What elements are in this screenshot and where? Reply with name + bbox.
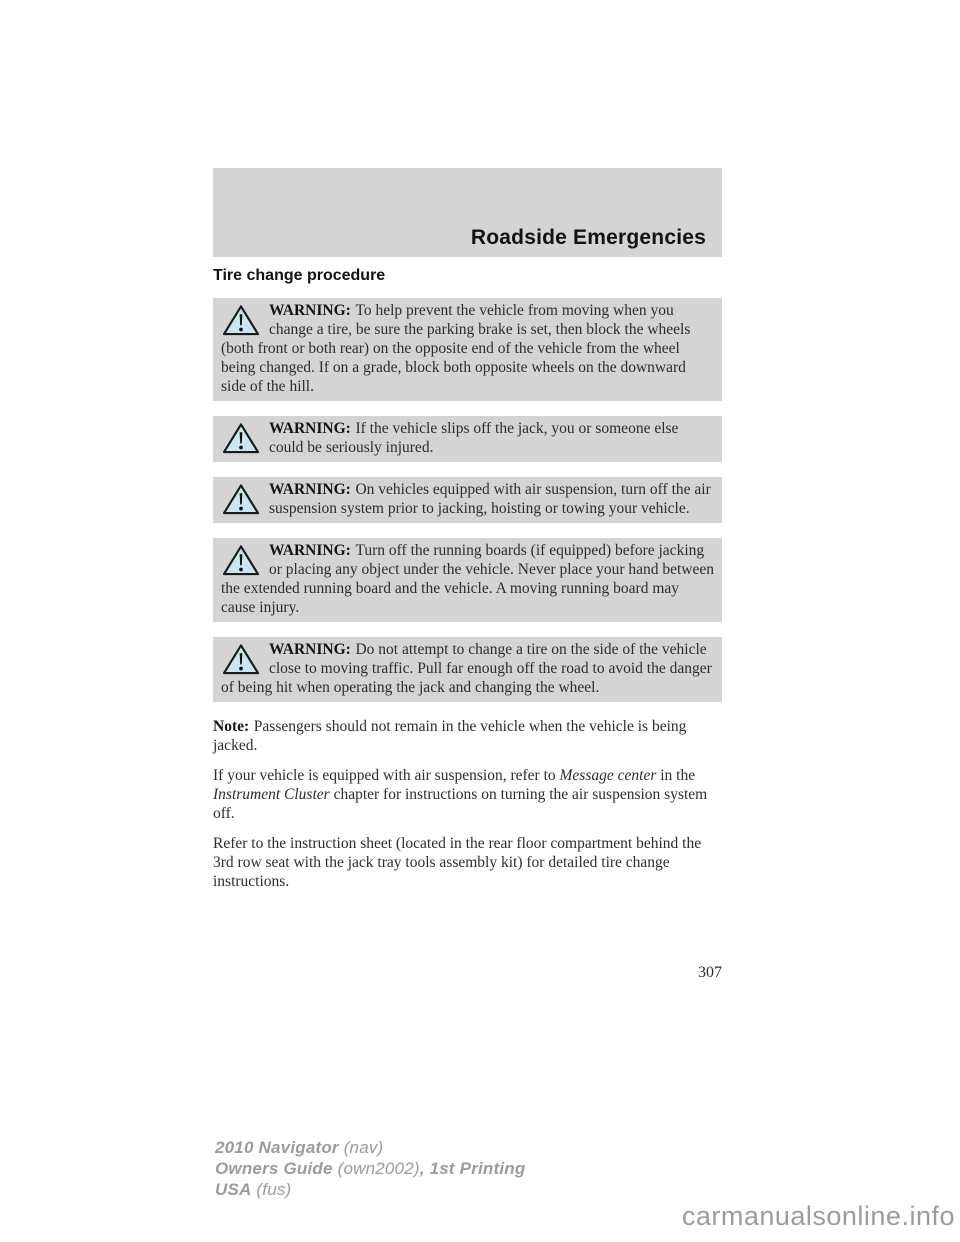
warning-body: Do not attempt to change a tire on the side of the vehicle close to moving traffic. Pull far enough off the road to avoid the danger of being hit when operating the jack and changing the wheel. [221, 641, 712, 696]
warning-box-jack-slip [213, 416, 722, 462]
warning-body: To help prevent the vehicle from moving when you change a tire, be sure the parking brake is set, then block the wheels (both front or both rear) on the opposite end of the vehicle from the wheel being changed. If on a grade, block both opposite wheels on the downward side of the hill. [221, 302, 691, 395]
warning-triangle-icon [221, 643, 261, 676]
section-heading: Tire change procedure [213, 267, 386, 284]
note-paragraph [213, 717, 722, 755]
chapter-header [213, 168, 722, 257]
warning-box-traffic [213, 637, 722, 702]
footer-line-guide: Owners Guide (own2002), 1st Printing [215, 1159, 526, 1178]
warning-label: WARNING: [269, 302, 351, 319]
warning-triangle-icon [221, 422, 261, 455]
note-body: Passengers should not remain in the vehicle when the vehicle is being jacked. [213, 718, 687, 754]
warning-text [221, 640, 714, 697]
warning-triangle-icon [221, 544, 261, 577]
instruction-sheet-paragraph: Refer to the instruction sheet (located in the rear floor compartment behind the 3rd row seat with the jack tray tools assembly kit) for detailed tire change instructions. [213, 835, 702, 890]
page-content [213, 298, 722, 891]
warning-text [221, 480, 714, 518]
warning-box-running-boards [213, 538, 722, 622]
chapter-title: Roadside Emergencies [470, 226, 706, 249]
warning-label: WARNING: [269, 420, 351, 437]
warning-label: WARNING: [269, 481, 351, 498]
publication-footer [215, 1137, 525, 1200]
warning-text [221, 419, 714, 457]
warning-body: On vehicles equipped with air suspension, turn off the air suspension system prior to jacking, hoisting or towing your vehicle. [269, 481, 711, 517]
warning-label: WARNING: [269, 542, 351, 559]
warning-text [221, 541, 714, 617]
warning-box-parking-brake [213, 298, 722, 401]
warning-triangle-icon [221, 304, 261, 337]
warning-text [221, 301, 714, 396]
warning-label: WARNING: [269, 641, 351, 658]
air-suspension-paragraph: If your vehicle is equipped with air suspension, refer to Message center in the Instrument Cluster chapter for instructions on turning the air suspension system off. [213, 767, 708, 822]
note-label: Note: [213, 718, 250, 735]
footer-line-region: USA (fus) [215, 1180, 292, 1199]
watermark: carmanualsonline.info [681, 1201, 955, 1231]
warning-box-air-suspension [213, 477, 722, 523]
warning-triangle-icon [221, 483, 261, 516]
page-number: 307 [698, 964, 722, 981]
warning-body: Turn off the running boards (if equipped) before jacking or placing any object under the vehicle. Never place your hand between the extended running board and the vehicle. A moving running board may cause injury. [221, 542, 715, 616]
footer-line-model: 2010 Navigator (nav) [215, 1138, 384, 1157]
warning-body: If the vehicle slips off the jack, you or someone else could be seriously injured. [269, 420, 679, 456]
